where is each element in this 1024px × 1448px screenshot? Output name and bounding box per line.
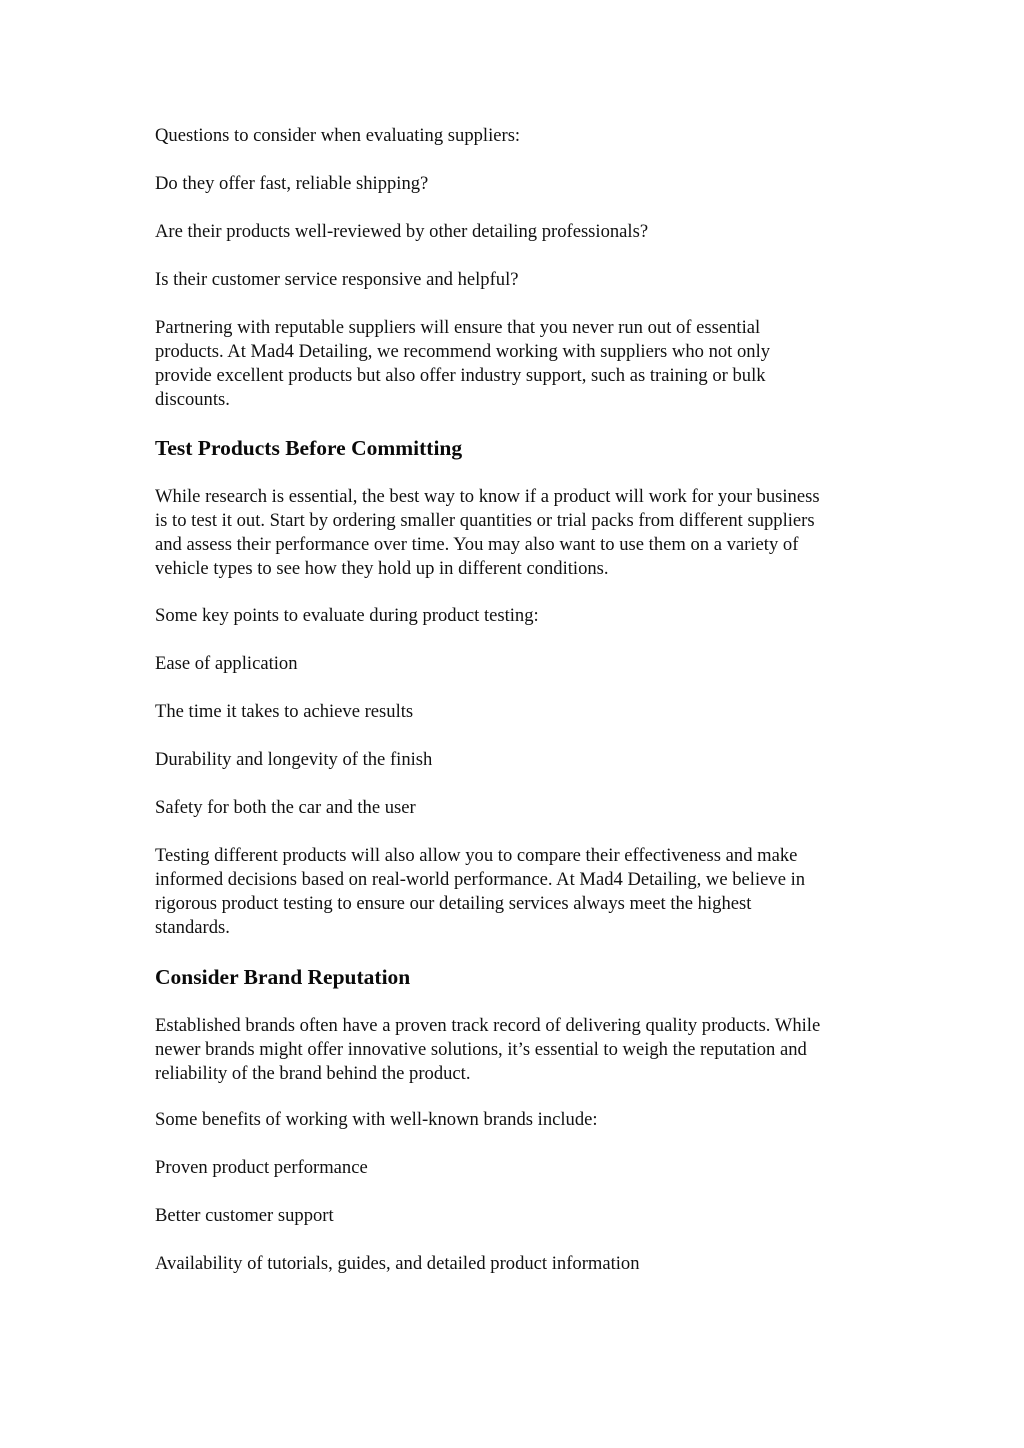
text-line: Better customer support <box>155 1205 334 1226</box>
benefit-item <box>155 1252 640 1276</box>
text-line: Established brands often have a proven track record of delivering quality products. While <box>155 1015 821 1036</box>
text-line: informed decisions based on real-world performance. At Mad4 Detailing, we believe in <box>155 869 806 890</box>
text-line: rigorous product testing to ensure our detailing services always meet the highest <box>155 893 752 914</box>
section-heading-brand-reputation <box>155 964 410 990</box>
text-line: Questions to consider when evaluating suppliers: <box>155 125 521 146</box>
key-point-item <box>155 700 413 724</box>
text-line: Some key points to evaluate during product testing: <box>155 605 539 626</box>
text-line: products. At Mad4 Detailing, we recommend working with suppliers who not only <box>155 341 771 362</box>
text-line: Are their products well-reviewed by other detailing professionals? <box>155 221 649 242</box>
text-line: Testing different products will also allow you to compare their effectiveness and make <box>155 845 798 866</box>
brand-reputation-paragraph <box>155 1014 820 1086</box>
text-line: provide excellent products but also offer industry support, such as training or bulk <box>155 365 766 386</box>
text-line: Proven product performance <box>155 1157 368 1178</box>
heading-text: Consider Brand Reputation <box>155 965 411 989</box>
text-line: and assess their performance over time. You may also want to use them on a variety of <box>155 534 799 555</box>
key-point-item <box>155 796 416 820</box>
text-line: Availability of tutorials, guides, and detailed product information <box>155 1253 640 1274</box>
text-line: Safety for both the car and the user <box>155 797 416 818</box>
suppliers-paragraph <box>155 316 770 412</box>
text-line: vehicle types to see how they hold up in different conditions. <box>155 558 609 579</box>
text-line: The time it takes to achieve results <box>155 701 414 722</box>
benefit-item <box>155 1204 334 1228</box>
text-line: Ease of application <box>155 653 298 674</box>
key-points-prompt <box>155 604 539 628</box>
key-point-item <box>155 652 298 676</box>
benefits-prompt <box>155 1108 598 1132</box>
test-products-paragraph <box>155 485 820 581</box>
text-line: Some benefits of working with well-known brands include: <box>155 1109 598 1130</box>
text-line: reliability of the brand behind the product. <box>155 1063 471 1084</box>
testing-conclusion-paragraph <box>155 844 805 940</box>
text-line: newer brands might offer innovative solutions, it’s essential to weigh the reputation and <box>155 1039 807 1060</box>
section-heading-test-products <box>155 435 462 461</box>
text-line: While research is essential, the best way to know if a product will work for your business <box>155 486 820 507</box>
text-line: Partnering with reputable suppliers will ensure that you never run out of essential <box>155 317 761 338</box>
question-item <box>155 220 648 244</box>
question-item <box>155 268 519 292</box>
text-line: is to test it out. Start by ordering smaller quantities or trial packs from different suppliers <box>155 510 815 531</box>
text-line: standards. <box>155 917 230 938</box>
key-point-item <box>155 748 432 772</box>
text-line: Durability and longevity of the finish <box>155 749 433 770</box>
benefit-item <box>155 1156 368 1180</box>
heading-text: Test Products Before Committing <box>155 436 463 460</box>
intro-question-prompt <box>155 124 520 148</box>
question-item <box>155 172 428 196</box>
text-line: Is their customer service responsive and helpful? <box>155 269 519 290</box>
text-line: Do they offer fast, reliable shipping? <box>155 173 429 194</box>
text-line: discounts. <box>155 389 230 410</box>
